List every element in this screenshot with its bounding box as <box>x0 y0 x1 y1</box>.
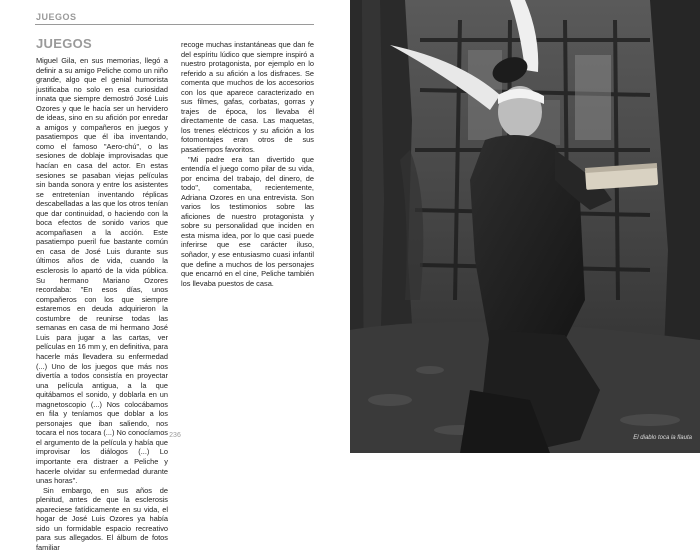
film-still-photo <box>350 0 700 453</box>
column-2-paragraph-1: recoge muchas instantáneas que dan fe del espíritu lúdico que siempre inspiró a nuestro protagonista, por ejemplo en lo referido a su afición a los disfraces. Se comenta que muchos de los accesorios con los que aparece caracterizado en sus filmes, gafas, corbatas, gorras y trajes de época, los llevaba él directamente de casa. Las maquetas, los trenes eléctricos y su afición a los fotomontajes eran otros de sus pasatiempos favoritos. <box>181 40 314 155</box>
photo-caption: El diablo toca la flauta <box>633 435 692 441</box>
header-rule <box>35 24 314 25</box>
page-number: 236 <box>169 432 181 439</box>
column-1-paragraph-1: Miguel Gila, en sus memorias, llegó a definir a su amigo Peliche como un niño grande, algo que el genial humorista justificaba no solo en esa curiosidad innata que siempre demostró José Luis Ozores y que le hacía ser un hervidero de ideas, sino en su afición por enredar a amigos y compañeros en juegos y pasatiempos que él iba inventando, como el famoso "Aero-chú", o las sesiones de doblaje improvisadas que hacían en casa del actor. En estas sesiones se pasaban viejas películas sin banda sonora y entre los asistentes se entretenían inventando réplicas descabelladas a las que los otros tenían que dar continuidad, o haciendo con la boca efectos de sonido varios que acompañasen a la acción. Este pasatiempo pueril fue bastante común en casa de José Luis durante sus últimos años de vida, cuando la esclerosis lo apartó de la vida pública. Su hermano Mariano Ozores recordaba: "En esos días, unos compañeros con los que siempre estaremos en deuda adquirieron la costumbre de reunirse todas las semanas en casa de mi hermano José Luis para jugar a las cartas, ver películas en 16 mm y, en definitiva, para hacerle más llevadera su enfermedad (...) Uno de los juegos que más nos divertía a todos consistía en proyectar una película antigua, a la que quitábamos el sonido, y doblarla en un magnetoscopio (...) Nos colocábamos en fila y teníamos que doblar a los personajes que iban saliendo, nos tocara el nos tocara (...) No conocíamos el argumento de la película y había que improvisar los diálogos (...) Lo importante era distraer a Peliche y hacerle olvidar su enfermedad durante unas horas". <box>36 56 168 486</box>
running-head: JUEGOS <box>36 12 77 22</box>
text-column-2 <box>181 40 314 288</box>
section-title: JUEGOS <box>36 36 92 51</box>
column-1-paragraph-2: Sin embargo, en sus años de plenitud, antes de que la esclerosis apareciese fatídicamente en su vida, el hogar de José Luis Ozores ya había sido un formidable espacio recreativo para sus allegados. El álbum de fotos familiar <box>36 485 168 552</box>
photo-illustration <box>350 0 700 453</box>
text-column-1 <box>36 56 168 552</box>
column-2-paragraph-2: "Mi padre era tan divertido que entendía el juego como pilar de su vida, por encima del trabajo, del dinero, de todo", comentaba, recientemente, Adriana Ozores en una entrevista. Son varios los testimonios sobre las aficiones de nuestro protagonista y sobre su personalidad que inciden en esta misma idea, por lo que casi puede inferirse que ese carácter iluso, soñador, y ese entusiasmo cuasi infantil que define a muchos de los personajes que encarnó en el cine, Peliche también los llevaba puestos de casa. <box>181 154 314 288</box>
